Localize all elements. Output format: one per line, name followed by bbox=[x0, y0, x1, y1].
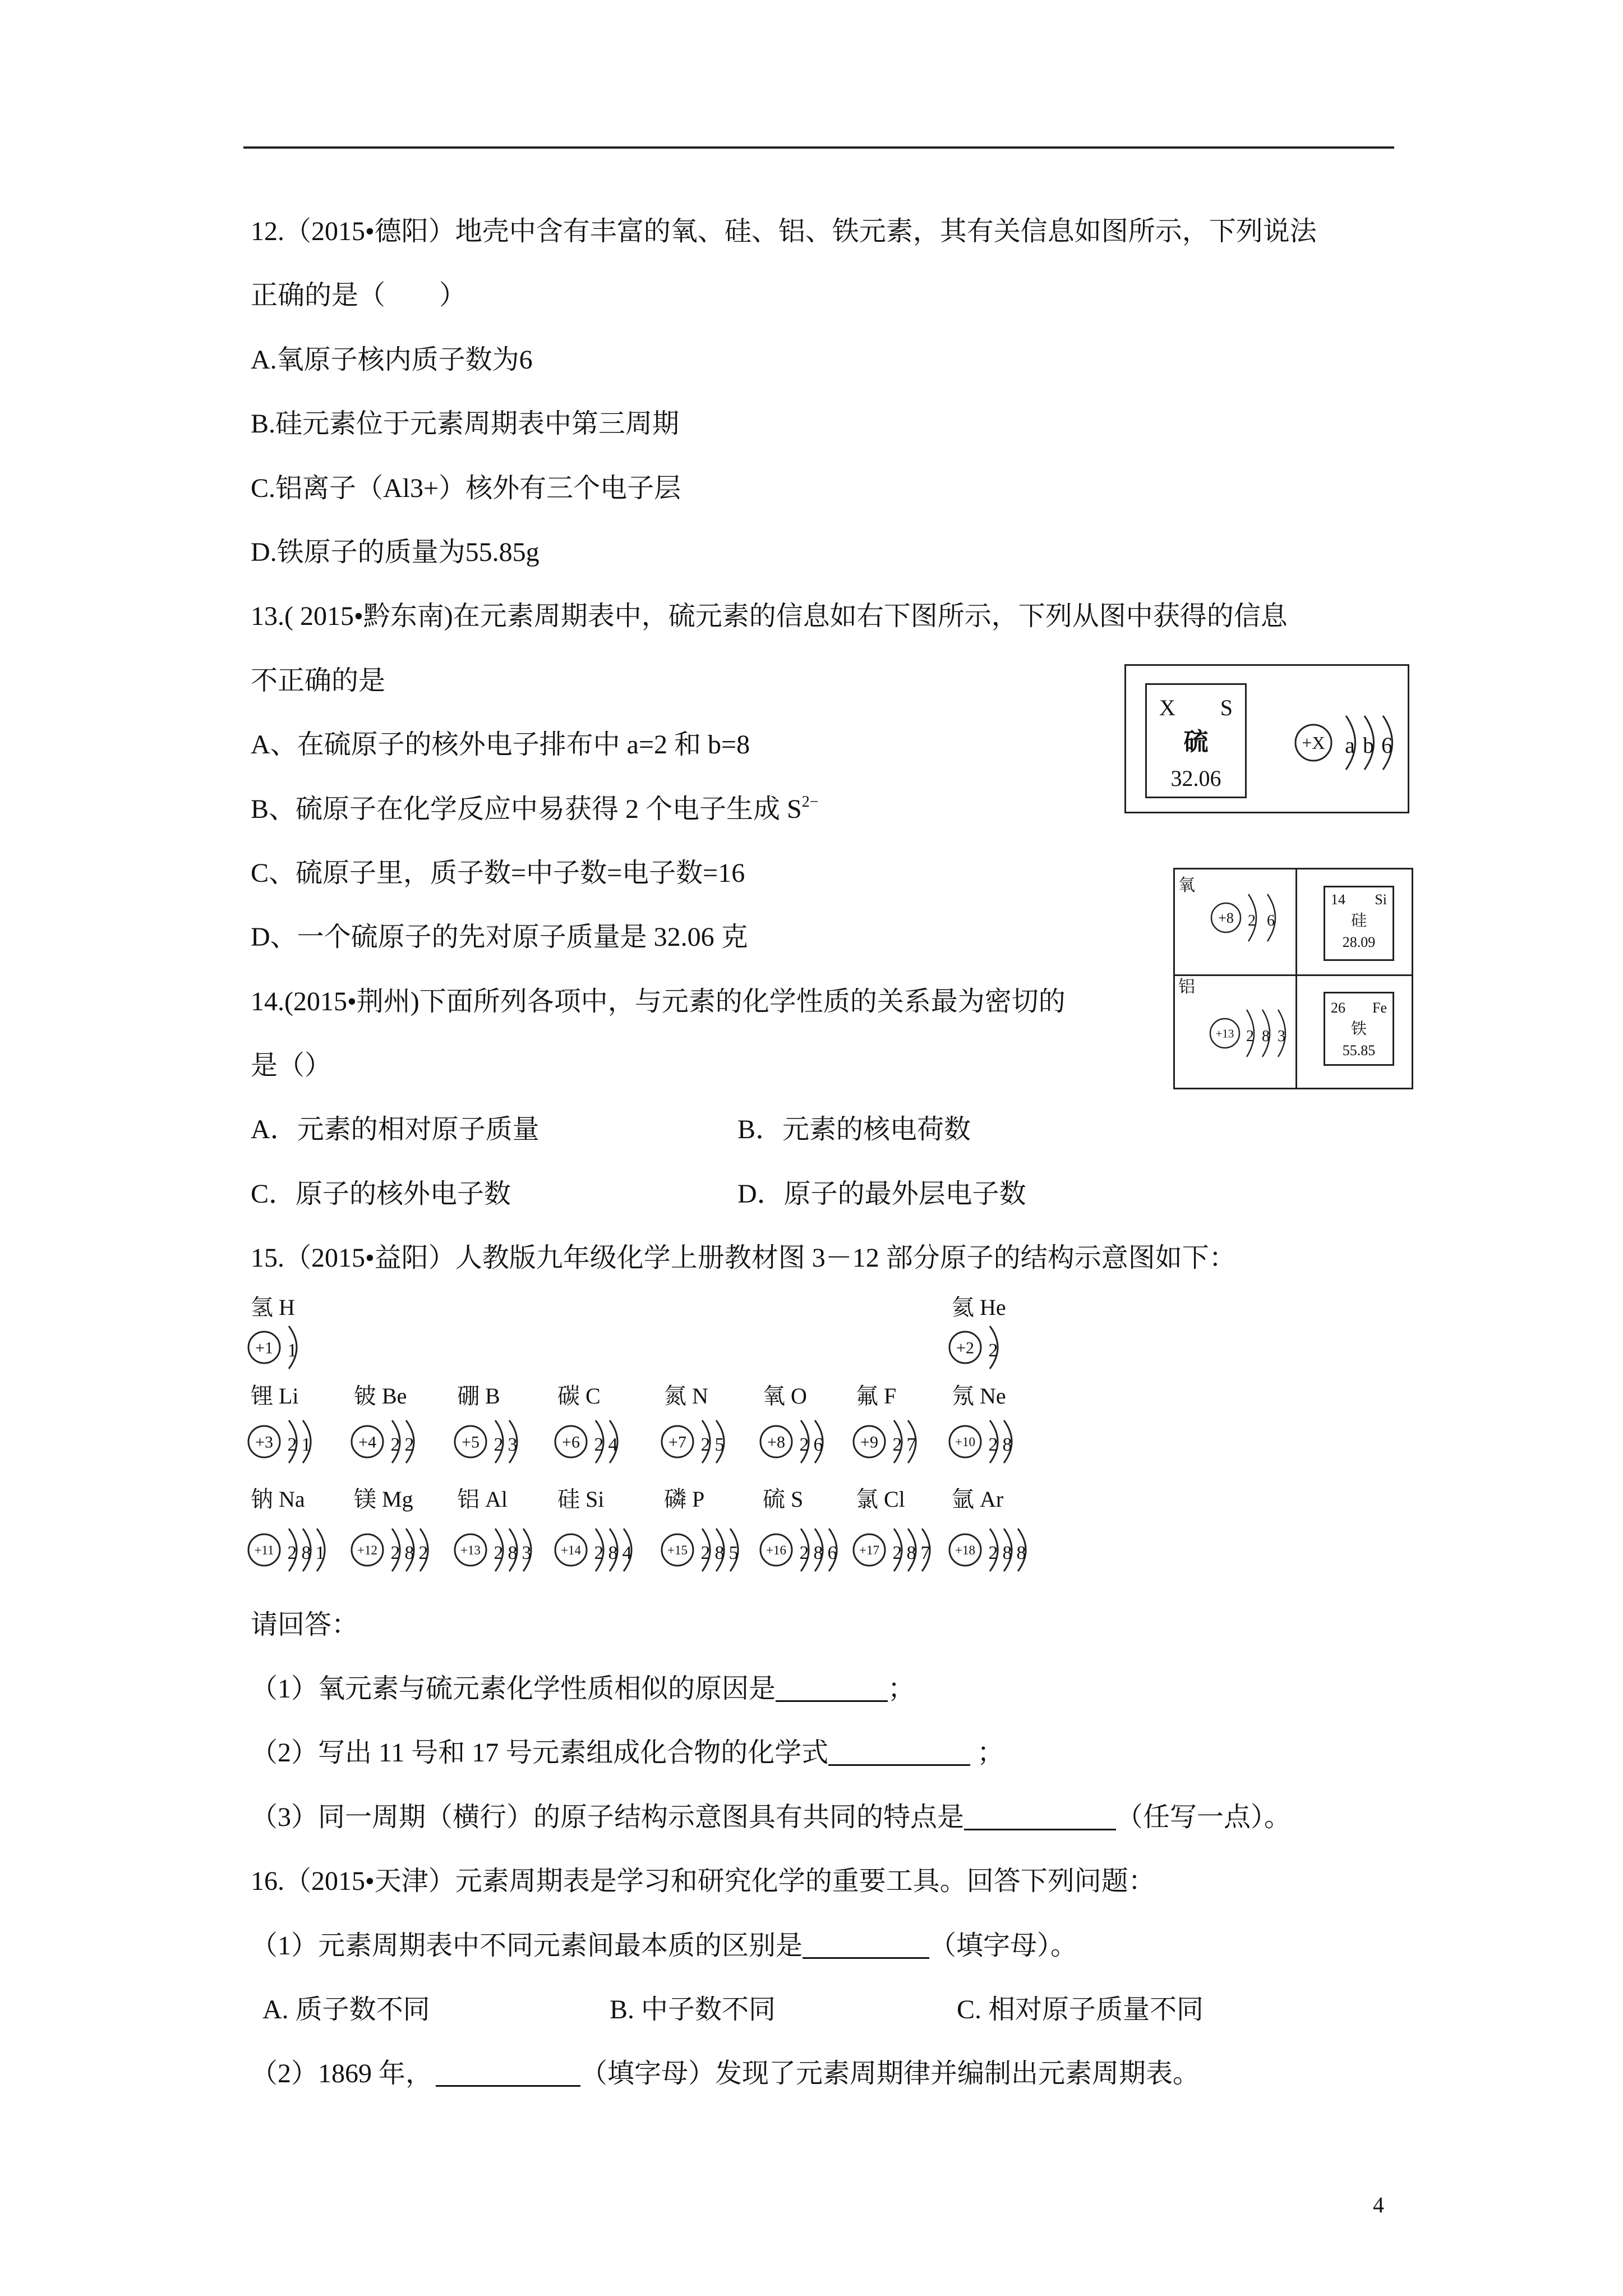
shell-electron-count: b bbox=[1363, 733, 1374, 758]
atom-s bbox=[763, 1487, 864, 1582]
element-symbol: He bbox=[980, 1294, 1006, 1320]
answer-blank bbox=[964, 1806, 1116, 1830]
q12-option-a: A.氧原子核内质子数为6 bbox=[251, 344, 533, 375]
element-name: 铝 bbox=[457, 1486, 479, 1512]
atomic-mass: 32.06 bbox=[1170, 766, 1221, 791]
iron-element-tile bbox=[1324, 992, 1394, 1066]
nuclear-charge: +11 bbox=[254, 1543, 274, 1557]
silicon-element-tile bbox=[1324, 886, 1394, 961]
atom-label bbox=[457, 1487, 508, 1512]
shell-electron-count: 2 bbox=[494, 1434, 504, 1455]
q14-options-row-1 bbox=[251, 1098, 1400, 1162]
atom-label bbox=[557, 1384, 601, 1409]
element-symbol: C bbox=[585, 1383, 601, 1409]
element-name: 锂 bbox=[251, 1383, 273, 1409]
atom-p bbox=[664, 1487, 765, 1582]
element-symbol: Si bbox=[585, 1486, 605, 1512]
shell-electron-count: 4 bbox=[608, 1434, 618, 1455]
atom-structure-diagram bbox=[454, 1414, 549, 1470]
shell-electron-count: 4 bbox=[622, 1542, 632, 1563]
shell-electron-count: 8 bbox=[1002, 1542, 1012, 1563]
atom-structure-diagram bbox=[661, 1522, 756, 1578]
shell-electron-count: 7 bbox=[906, 1434, 916, 1455]
element-name: 磷 bbox=[664, 1486, 686, 1512]
q14-option-a: A．元素的相对原子质量 bbox=[251, 1115, 540, 1145]
atom-label bbox=[856, 1487, 905, 1512]
atom-label bbox=[952, 1295, 1006, 1320]
atom-structure-diagram bbox=[852, 1414, 948, 1470]
figure-divider-vertical bbox=[1295, 869, 1297, 1088]
atom-structure-diagram bbox=[852, 1522, 948, 1578]
atom-label bbox=[557, 1487, 604, 1512]
shell-electron-count: 2 bbox=[700, 1542, 711, 1563]
shell-electron-count: 8 bbox=[1002, 1434, 1012, 1455]
element-symbol: Cl bbox=[884, 1486, 905, 1512]
shell-electron-count: 6 bbox=[813, 1434, 823, 1455]
shell-electron-count: 2 bbox=[594, 1434, 604, 1455]
nuclear-charge: +2 bbox=[956, 1338, 974, 1358]
atom-cl bbox=[856, 1487, 957, 1582]
atom-structure-diagram bbox=[351, 1522, 446, 1578]
q14-option-b: B．元素的核电荷数 bbox=[737, 1115, 971, 1145]
atom-label bbox=[763, 1384, 807, 1409]
nuclear-charge: +16 bbox=[766, 1543, 786, 1557]
aluminum-cell bbox=[1175, 976, 1295, 1088]
q16-stem: 16.（2015•天津）元素周期表是学习和研究化学的重要工具。回答下列问题： bbox=[251, 1866, 1155, 1897]
figure-divider-horizontal bbox=[1175, 974, 1412, 976]
shell-electron-count: 6 bbox=[1381, 733, 1393, 758]
nuclear-charge: +8 bbox=[767, 1433, 785, 1452]
ion-charge-superscript: 2− bbox=[801, 793, 819, 811]
nuclear-charge: +13 bbox=[1215, 1027, 1234, 1041]
nuclear-charge: +13 bbox=[460, 1543, 481, 1557]
atom-structure-diagram bbox=[247, 1319, 343, 1375]
nuclear-charge: +18 bbox=[955, 1543, 975, 1557]
shell-electron-count: 8 bbox=[714, 1542, 725, 1563]
shell-electron-count: 8 bbox=[1262, 1027, 1270, 1045]
q16-subquestion-1 bbox=[251, 1914, 1400, 1978]
element-symbol: Be bbox=[382, 1383, 407, 1409]
shell-electron-count: 2 bbox=[988, 1434, 998, 1455]
atom-structure-diagram bbox=[554, 1522, 649, 1578]
shell-electron-count: 2 bbox=[892, 1542, 902, 1563]
q16-option-a: A. 质子数不同 bbox=[262, 1994, 430, 2024]
q12-option-d: D.铁原子的质量为55.85g bbox=[251, 537, 540, 567]
element-name: 铁 bbox=[1350, 1020, 1367, 1038]
element-name: 钠 bbox=[251, 1486, 273, 1512]
atom-structure-diagram bbox=[759, 1522, 855, 1578]
atom-structure-diagram bbox=[948, 1414, 1044, 1470]
q13-option-b-text: B、硫原子在化学反应中易获得 2 个电子生成 S bbox=[251, 794, 802, 824]
shell-electron-count: 2 bbox=[594, 1542, 604, 1563]
element-symbol: P bbox=[692, 1486, 705, 1512]
shell-electron-count: 2 bbox=[799, 1434, 809, 1455]
answer-blank bbox=[776, 1678, 888, 1702]
shell-electron-count: 1 bbox=[301, 1434, 311, 1455]
nuclear-charge: +5 bbox=[462, 1433, 479, 1452]
element-symbol: Fe bbox=[1372, 1000, 1387, 1016]
atom-li bbox=[251, 1384, 352, 1479]
element-symbol: S bbox=[1220, 695, 1233, 720]
q13-stem-line-2: 不正确的是 bbox=[251, 665, 386, 696]
shell-electron-count: 2 bbox=[418, 1542, 428, 1563]
shell-electron-count: 3 bbox=[1278, 1027, 1285, 1045]
shell-electron-count: 8 bbox=[404, 1542, 414, 1563]
atom-label bbox=[354, 1487, 413, 1512]
atom-structure-diagram bbox=[554, 1414, 649, 1470]
shell-electron-count: 2 bbox=[988, 1340, 998, 1361]
shell-electron-count: 2 bbox=[1248, 912, 1256, 930]
atom-c bbox=[557, 1384, 658, 1479]
shell-electron-count: 2 bbox=[287, 1434, 297, 1455]
nuclear-charge: +6 bbox=[562, 1433, 580, 1452]
q16-option-c: C. 相对原子质量不同 bbox=[957, 1994, 1204, 2024]
atom-structure-diagram bbox=[948, 1522, 1044, 1578]
atom-b bbox=[457, 1384, 558, 1479]
atom-label bbox=[664, 1384, 708, 1409]
shell-electron-count: 2 bbox=[988, 1542, 998, 1563]
shell-electron-count: 8 bbox=[301, 1542, 311, 1563]
answer-blank bbox=[436, 2063, 580, 2087]
atom-h bbox=[251, 1295, 352, 1391]
q13-option-a: A、在硫原子的核外电子排布中 a=2 和 b=8 bbox=[251, 730, 750, 760]
element-name: 氢 bbox=[251, 1294, 273, 1320]
q16-subquestion-2 bbox=[251, 2042, 1400, 2106]
atomic-mass: 55.85 bbox=[1342, 1042, 1376, 1059]
atomic-number: 26 bbox=[1331, 1000, 1345, 1016]
tile-header bbox=[1325, 891, 1393, 909]
answer-blank bbox=[828, 1742, 970, 1766]
page-number: 4 bbox=[1373, 2192, 1384, 2217]
element-name: 氮 bbox=[664, 1383, 686, 1409]
shell-electron-count: 2 bbox=[892, 1434, 902, 1455]
nuclear-charge: +8 bbox=[1218, 910, 1234, 927]
q16-options-row bbox=[251, 1978, 1400, 2042]
nuclear-charge: +X bbox=[1302, 733, 1325, 753]
nuclear-charge: +1 bbox=[255, 1338, 273, 1358]
element-name: 镁 bbox=[354, 1486, 376, 1512]
shell-electron-count: 2 bbox=[390, 1434, 400, 1455]
q14-stem-line-1: 14.(2015•荆州)下面所列各项中，与元素的化学性质的关系最为密切的 bbox=[251, 986, 1066, 1016]
question-column bbox=[251, 200, 1400, 2106]
atomic-mass: 28.09 bbox=[1342, 934, 1376, 950]
q15-sub1-suffix: ； bbox=[888, 1674, 915, 1704]
element-symbol: Al bbox=[485, 1486, 508, 1512]
element-name: 硅 bbox=[557, 1486, 580, 1512]
sulfur-element-tile bbox=[1145, 683, 1247, 798]
element-name: 氦 bbox=[952, 1294, 974, 1320]
q13-option-d: D、一个硫原子的先对原子质量是 32.06 克 bbox=[251, 922, 748, 953]
atom-label bbox=[251, 1487, 305, 1512]
atom-label bbox=[251, 1295, 295, 1320]
aluminum-label: 铝 bbox=[1178, 978, 1195, 996]
element-name: 氩 bbox=[952, 1486, 974, 1512]
shell-electron-count: 2 bbox=[287, 1542, 297, 1563]
atom-structure-diagram bbox=[454, 1522, 549, 1578]
shell-electron-count: 5 bbox=[728, 1542, 739, 1563]
shell-electron-count: 2 bbox=[494, 1542, 504, 1563]
element-name: 铍 bbox=[354, 1383, 376, 1409]
element-name: 硅 bbox=[1350, 912, 1367, 930]
tile-header bbox=[1325, 999, 1393, 1017]
shell-electron-count: 1 bbox=[287, 1340, 297, 1361]
answer-blank bbox=[803, 1935, 929, 1959]
element-symbol: F bbox=[884, 1383, 897, 1409]
q12-option-c: C.铝离子（Al3+）核外有三个电子层 bbox=[251, 473, 681, 503]
q12-stem-line-1: 12.（2015•德阳）地壳中含有丰富的氧、硅、铝、铁元素，其有关信息如图所示，下列说法 bbox=[251, 217, 1317, 246]
q15-prompt: 请回答： bbox=[251, 1609, 359, 1640]
nuclear-charge: +4 bbox=[358, 1433, 376, 1452]
element-name: 氯 bbox=[856, 1486, 878, 1512]
q12-stem-line-2: 正确的是（ ） bbox=[251, 280, 467, 311]
atom-structure-diagram bbox=[948, 1319, 1044, 1375]
q12-option-b: B.硅元素位于元素周期表中第三周期 bbox=[251, 409, 680, 439]
atom-structure-diagrams bbox=[251, 1291, 1400, 1593]
sulfur-atom-diagram bbox=[1284, 709, 1405, 776]
q14-option-d: D．原子的最外层电子数 bbox=[737, 1179, 1026, 1209]
oxygen-atom-diagram bbox=[1196, 890, 1291, 946]
atom-o bbox=[763, 1384, 864, 1479]
element-symbol: Ar bbox=[980, 1486, 1004, 1512]
element-symbol: Si bbox=[1375, 891, 1387, 908]
shell-electron-count: a bbox=[1345, 733, 1355, 758]
q14-option-c: C．原子的核外电子数 bbox=[251, 1179, 511, 1209]
q14-options-row-2 bbox=[251, 1162, 1400, 1226]
q15-subquestion-1 bbox=[251, 1657, 1400, 1721]
q16-sub1-suffix: （填字母）。 bbox=[929, 1930, 1078, 1961]
q15-sub2-text: （2）写出 11 号和 17 号元素组成化合物的化学式 bbox=[251, 1738, 829, 1768]
atom-structure-diagram bbox=[759, 1414, 855, 1470]
atom-be bbox=[354, 1384, 455, 1479]
element-symbol: Ne bbox=[980, 1383, 1006, 1409]
element-symbol: O bbox=[791, 1383, 807, 1409]
q16-option-b: B. 中子数不同 bbox=[610, 1994, 776, 2024]
element-name: 氧 bbox=[763, 1383, 785, 1409]
element-name: 硫 bbox=[1183, 728, 1209, 756]
element-name: 氖 bbox=[952, 1383, 974, 1409]
shell-electron-count: 2 bbox=[390, 1542, 400, 1563]
shell-electron-count: 8 bbox=[813, 1542, 823, 1563]
shell-electron-count: 1 bbox=[315, 1542, 325, 1563]
element-symbol: Mg bbox=[382, 1486, 413, 1512]
shell-electron-count: 6 bbox=[1267, 912, 1275, 930]
atom-label bbox=[763, 1487, 803, 1512]
header-rule bbox=[243, 146, 1394, 149]
q13-stem-line-1: 13.( 2015•黔东南)在元素周期表中，硫元素的信息如右下图所示，下列从图中获得的信息 bbox=[251, 601, 1288, 632]
q16-sub2-suffix: （填字母）发现了元素周期律并编制出元素周期表。 bbox=[580, 2059, 1200, 2089]
atom-structure-diagram bbox=[661, 1414, 756, 1470]
shell-electron-count: 3 bbox=[522, 1542, 532, 1563]
nuclear-charge: +7 bbox=[668, 1433, 686, 1452]
q15-stem: 15.（2015•益阳）人教版九年级化学上册教材图 3－12 部分原子的结构示意图如下： bbox=[251, 1243, 1236, 1273]
atom-n bbox=[664, 1384, 765, 1479]
element-symbol: Na bbox=[279, 1486, 305, 1512]
silicon-cell bbox=[1297, 869, 1412, 974]
atom-f bbox=[856, 1384, 957, 1479]
element-symbol: H bbox=[279, 1294, 295, 1320]
nuclear-charge: +9 bbox=[860, 1433, 878, 1452]
element-name: 碳 bbox=[557, 1383, 580, 1409]
nuclear-charge: +12 bbox=[357, 1543, 377, 1557]
shell-electron-count: 3 bbox=[508, 1434, 518, 1455]
element-info-figure bbox=[1173, 868, 1413, 1089]
nuclear-charge: +14 bbox=[561, 1543, 581, 1557]
atomic-number: 14 bbox=[1331, 891, 1345, 908]
atom-structure-diagram bbox=[247, 1522, 343, 1578]
q14-stem-line-2: 是（） bbox=[251, 1051, 332, 1081]
oxygen-cell bbox=[1175, 869, 1295, 974]
q16-sub1-text: （1）元素周期表中不同元素间最本质的区别是 bbox=[251, 1930, 803, 1961]
shell-electron-count: 2 bbox=[799, 1542, 809, 1563]
atom-al bbox=[457, 1487, 558, 1582]
atom-label bbox=[664, 1487, 704, 1512]
atom-he bbox=[952, 1295, 1053, 1391]
atom-si bbox=[557, 1487, 658, 1582]
shell-electron-count: 6 bbox=[827, 1542, 837, 1563]
element-symbol: S bbox=[791, 1486, 804, 1512]
atom-mg bbox=[354, 1487, 455, 1582]
q15-sub3-text: （3）同一周期（横行）的原子结构示意图具有共同的特点是 bbox=[251, 1802, 965, 1832]
atom-structure-diagram bbox=[247, 1414, 343, 1470]
atom-label bbox=[457, 1384, 500, 1409]
nuclear-charge: +15 bbox=[667, 1543, 688, 1557]
atom-structure-diagram bbox=[351, 1414, 446, 1470]
shell-electron-count: 8 bbox=[1016, 1542, 1026, 1563]
tile-header bbox=[1147, 694, 1245, 722]
nuclear-charge: +10 bbox=[955, 1434, 975, 1449]
element-name: 氟 bbox=[856, 1383, 878, 1409]
shell-electron-count: 2 bbox=[700, 1434, 711, 1455]
atom-label bbox=[952, 1384, 1006, 1409]
atom-label bbox=[856, 1384, 896, 1409]
element-name: 硫 bbox=[763, 1486, 785, 1512]
atom-na bbox=[251, 1487, 352, 1582]
q15-subquestion-3 bbox=[251, 1786, 1400, 1849]
nuclear-charge: +17 bbox=[859, 1543, 879, 1557]
q15-sub3-suffix: （任写一点）。 bbox=[1116, 1802, 1292, 1832]
element-name: 硼 bbox=[457, 1383, 479, 1409]
shell-electron-count: 5 bbox=[714, 1434, 725, 1455]
oxygen-label: 氧 bbox=[1178, 876, 1195, 895]
q15-subquestion-2 bbox=[251, 1721, 1400, 1785]
q15-sub1-text: （1）氧元素与硫元素化学性质相似的原因是 bbox=[251, 1674, 776, 1704]
aluminum-atom-diagram bbox=[1196, 1005, 1294, 1061]
atom-label bbox=[251, 1384, 299, 1409]
element-symbol: B bbox=[485, 1383, 500, 1409]
shell-electron-count: 2 bbox=[404, 1434, 414, 1455]
q15-sub2-suffix: ； bbox=[970, 1738, 1004, 1768]
nuclear-charge: +3 bbox=[255, 1433, 273, 1452]
iron-cell bbox=[1297, 976, 1412, 1088]
element-symbol: Li bbox=[279, 1383, 299, 1409]
atom-ar bbox=[952, 1487, 1053, 1582]
sulfur-info-figure bbox=[1124, 664, 1409, 813]
shell-electron-count: 8 bbox=[508, 1542, 518, 1563]
shell-electron-count: 8 bbox=[906, 1542, 916, 1563]
q16-sub2-text: （2）1869 年， bbox=[251, 2059, 433, 2089]
element-symbol: N bbox=[692, 1383, 708, 1409]
atomic-number: X bbox=[1159, 695, 1175, 720]
atom-ne bbox=[952, 1384, 1053, 1479]
atom-label bbox=[952, 1487, 1003, 1512]
shell-electron-count: 2 bbox=[1246, 1027, 1254, 1045]
q13-option-c: C、硫原子里，质子数=中子数=电子数=16 bbox=[251, 858, 745, 888]
atom-label bbox=[354, 1384, 407, 1409]
shell-electron-count: 7 bbox=[920, 1542, 930, 1563]
shell-electron-count: 8 bbox=[608, 1542, 618, 1563]
